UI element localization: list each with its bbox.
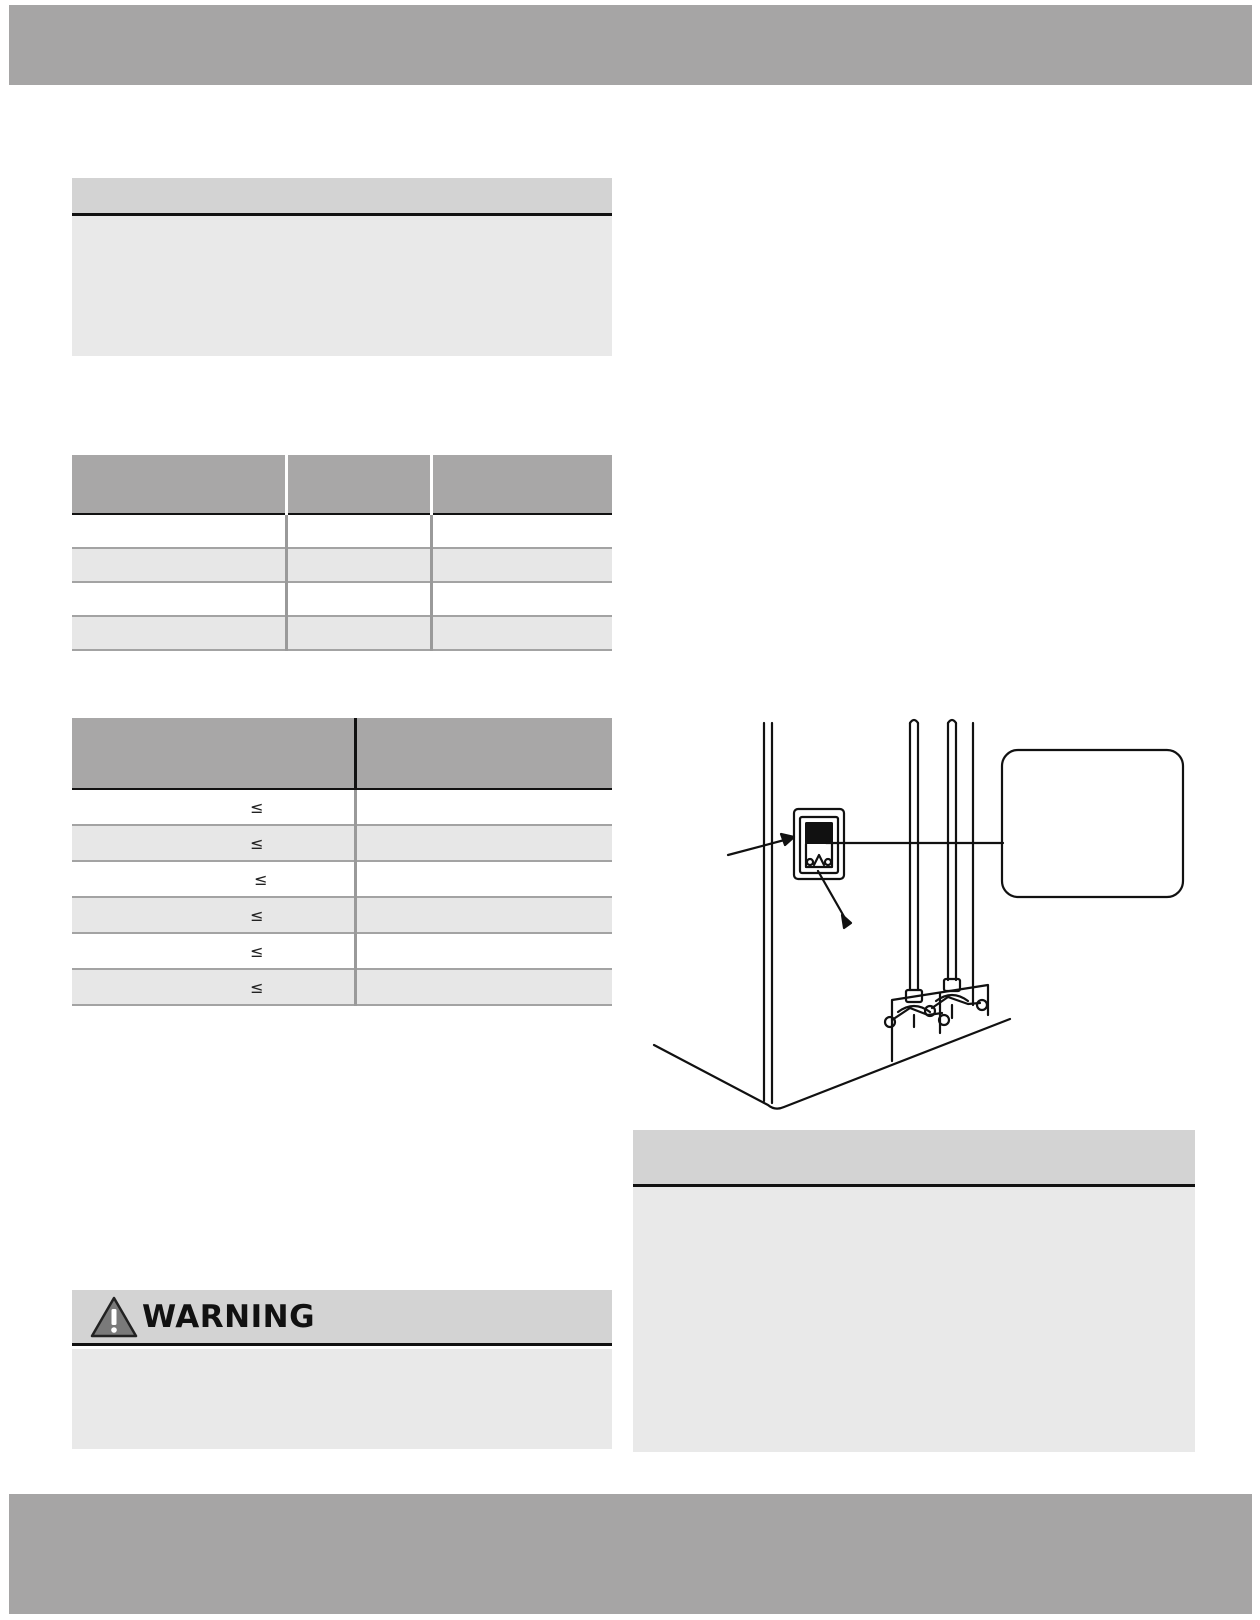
note-box-2-body xyxy=(633,1187,1195,1452)
spec-table-1 xyxy=(72,455,612,651)
table-cell xyxy=(355,969,612,1005)
table-row xyxy=(72,897,612,933)
table-cell xyxy=(431,548,612,582)
table-cell: ≤ xyxy=(72,825,355,861)
table-row xyxy=(72,548,612,582)
warning-box-header xyxy=(72,1290,612,1346)
table-cell xyxy=(72,616,286,650)
table-row xyxy=(72,616,612,650)
table-cell xyxy=(355,897,612,933)
table-cell xyxy=(286,514,431,548)
table-header-cell xyxy=(72,455,286,514)
table-cell xyxy=(72,548,286,582)
table-cell xyxy=(355,933,612,969)
table-cell xyxy=(286,548,431,582)
table-row xyxy=(72,582,612,616)
table-cell xyxy=(72,514,286,548)
note-box-2-header xyxy=(633,1130,1195,1187)
table-cell xyxy=(431,582,612,616)
table-cell xyxy=(431,616,612,650)
warning-triangle-icon xyxy=(90,1296,138,1338)
table-header-cell xyxy=(286,455,431,514)
appliance-illustration xyxy=(648,715,1188,1120)
header-band xyxy=(9,5,1252,85)
footer-band xyxy=(9,1494,1252,1614)
table-cell xyxy=(355,861,612,897)
table-row xyxy=(72,969,612,1005)
table-header-row xyxy=(72,718,612,789)
table-cell xyxy=(286,582,431,616)
warning-label: WARNING xyxy=(142,1298,316,1335)
note-box-header xyxy=(72,178,612,216)
table-cell: ≤ xyxy=(72,933,355,969)
table-header-row xyxy=(72,455,612,514)
note-box-body xyxy=(72,216,612,356)
table-row xyxy=(72,514,612,548)
table-header-cell xyxy=(431,455,612,514)
table-cell xyxy=(431,514,612,548)
table-row xyxy=(72,933,612,969)
warning-box-body xyxy=(72,1349,612,1449)
table-cell: ≤ xyxy=(72,897,355,933)
table-row xyxy=(72,861,612,897)
table-cell xyxy=(72,582,286,616)
table-header-cell xyxy=(72,718,355,789)
table-cell: ≤ xyxy=(72,969,355,1005)
table-row xyxy=(72,789,612,825)
spec-table-2 xyxy=(72,718,612,1006)
table-row xyxy=(72,825,612,861)
table-cell xyxy=(355,789,612,825)
table-header-cell xyxy=(355,718,612,789)
table-cell: ≤ xyxy=(72,789,355,825)
table-cell: ≤ xyxy=(72,861,355,897)
table-cell xyxy=(286,616,431,650)
table-cell xyxy=(355,825,612,861)
